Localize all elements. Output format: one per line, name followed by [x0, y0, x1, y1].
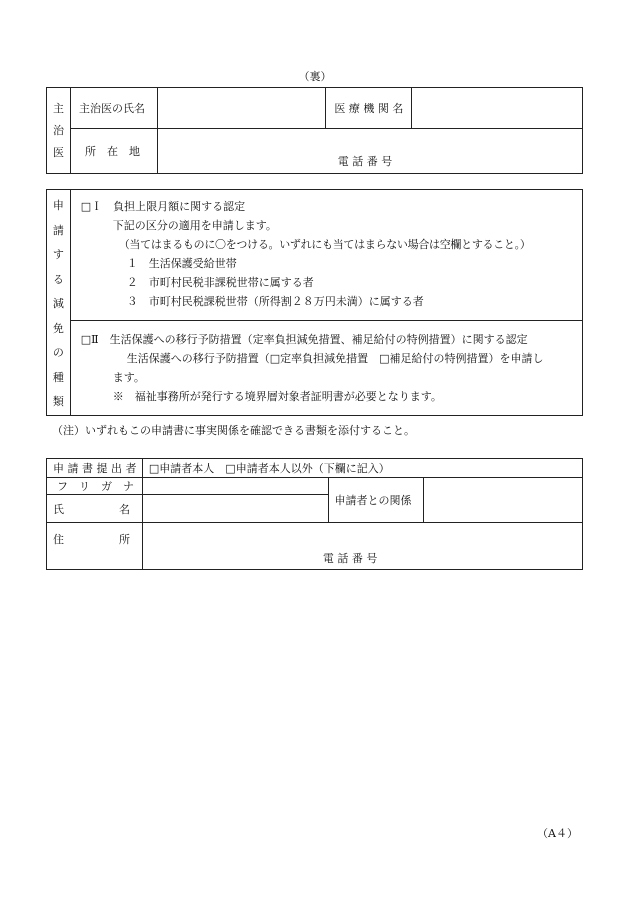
applicant-phone-label: 電 話 番 号 — [322, 552, 378, 565]
reduction-type-table — [46, 189, 583, 416]
applicant-address-field[interactable] — [142, 523, 582, 570]
option1-section — [70, 190, 582, 321]
reduction-section-label: 申 請 す る 減 免 の 種 類 — [47, 190, 71, 416]
paper-size-label: （A４） — [537, 827, 578, 840]
relation-label: 申請者との関係 — [328, 478, 424, 523]
option2-note: ※ 福祉事務所が発行する境界層対象者証明書が必要となります。 — [112, 389, 442, 403]
furigana-label: フ リ ガ ナ — [47, 478, 143, 495]
option1-item-1[interactable]: １ 生活保護受給世帯 — [126, 257, 237, 271]
footnote: （注）いずれもこの申請書に事実関係を確認できる書類を添付すること。 — [52, 424, 415, 437]
furigana-field[interactable] — [142, 478, 328, 495]
doctor-phone-label: 電 話 番 号 — [337, 155, 393, 168]
applicant-name-field[interactable] — [142, 495, 328, 523]
option2-section — [70, 321, 582, 415]
doctor-name-label: 主治医の氏名 — [70, 88, 157, 129]
institution-field[interactable] — [412, 88, 583, 129]
doctor-address-label: 所 在 地 — [70, 129, 157, 174]
relation-field[interactable] — [424, 478, 583, 523]
option1-item-3[interactable]: ３ 市町村民税課税世帯（所得割２８万円未満）に属する者 — [126, 295, 424, 309]
doctor-name-field[interactable] — [157, 88, 326, 129]
option1-line1: 下記の区分の適用を申請します。 — [112, 219, 277, 233]
page-side-label: （裏） — [298, 70, 332, 83]
submitter-label: 申 請 書 提 出 者 — [47, 459, 143, 478]
applicant-name-label: 氏 名 — [47, 495, 143, 523]
doctor-section-label: 主 治 医 — [47, 88, 71, 174]
option1-line2: （当てはまるものに〇をつける。いずれにも当てはまらない場合は空欄とすること。） — [118, 238, 531, 252]
doctor-table — [46, 87, 583, 174]
option2-line1: 生活保護への移行予防措置（□定率負担減免措置 □補足給付の特例措置）を申請し — [126, 351, 544, 365]
option1-checkbox-title[interactable]: □Ｉ 負担上限月額に関する認定 — [80, 200, 246, 214]
doctor-address-field[interactable] — [157, 129, 582, 174]
submitter-options[interactable]: □申請者本人 □申請者本人以外（下欄に記入） — [142, 459, 582, 478]
institution-label: 医 療 機 関 名 — [326, 88, 412, 129]
option2-checkbox-title[interactable]: □Ⅱ 生活保護への移行予防措置（定率負担減免措置、補足給付の特例措置）に関する認定 — [80, 332, 528, 346]
option2-line2: ます。 — [112, 370, 145, 384]
applicant-address-label: 住 所 — [47, 523, 143, 570]
option1-item-2[interactable]: ２ 市町村民税非課税世帯に属する者 — [126, 276, 314, 290]
applicant-table — [46, 458, 583, 570]
